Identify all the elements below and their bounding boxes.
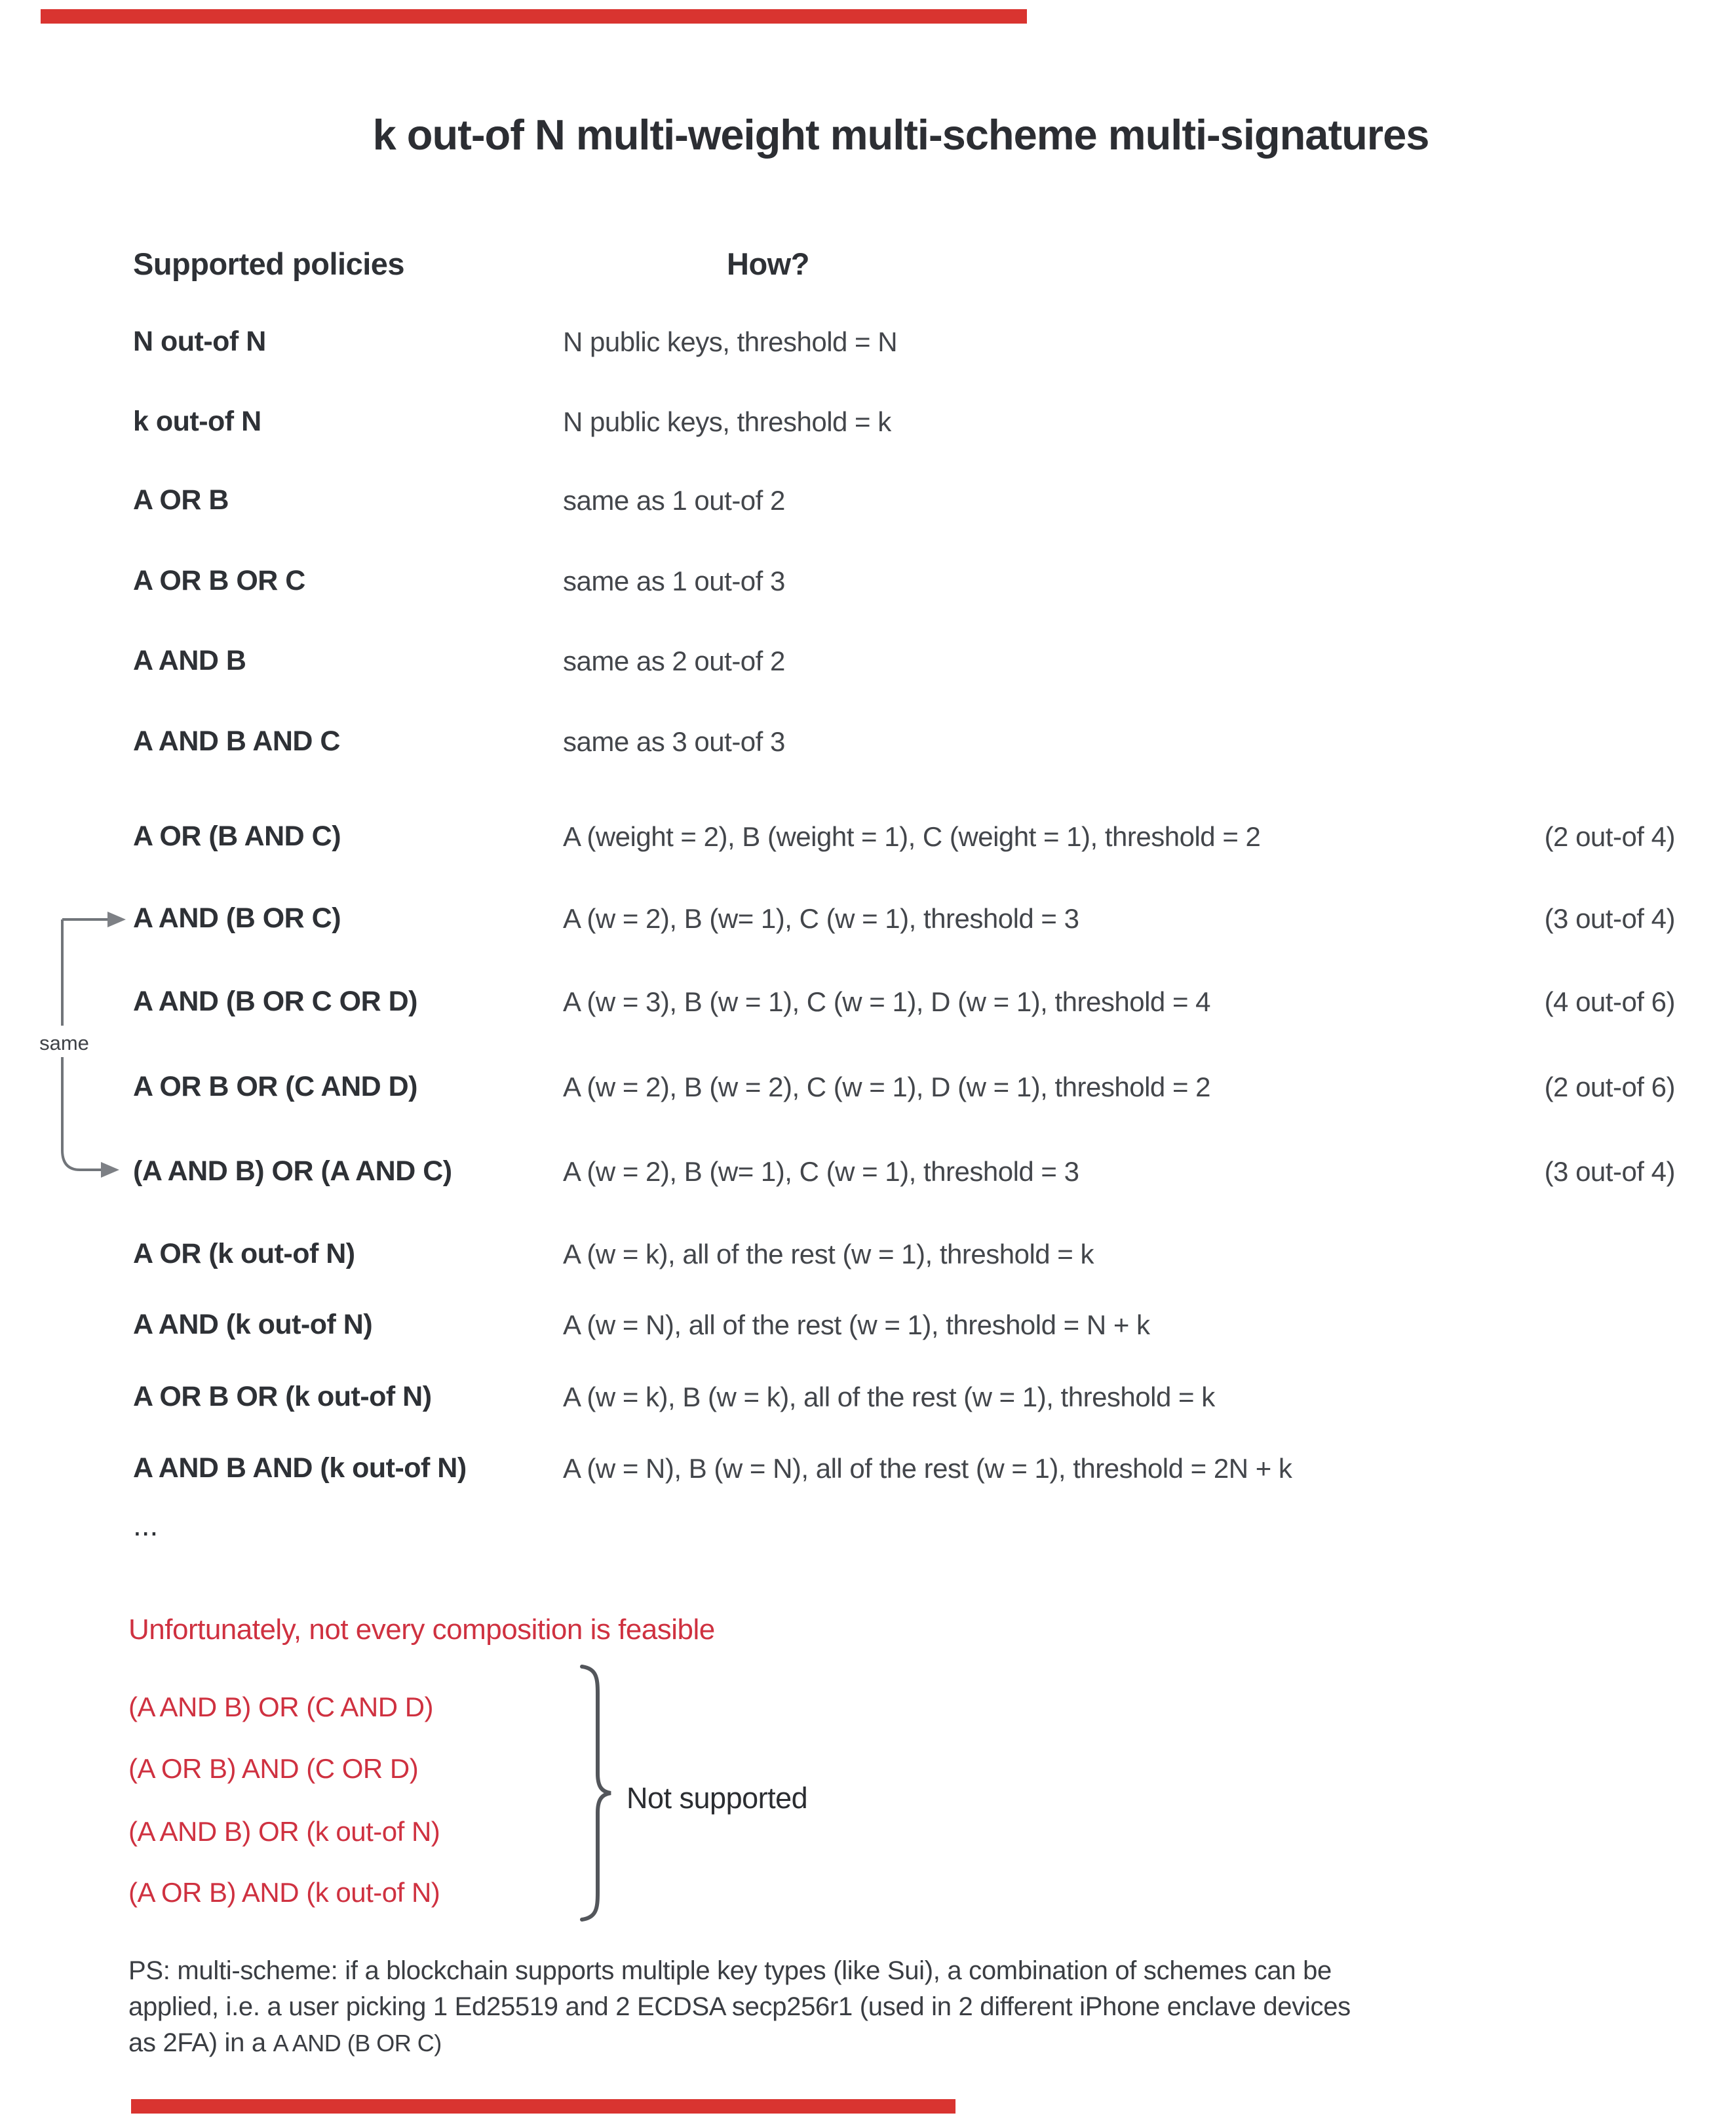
policy-label: A AND B AND (k out-of N) bbox=[133, 1452, 467, 1484]
policy-label: A AND B AND C bbox=[133, 725, 340, 757]
table-row bbox=[0, 565, 1736, 602]
table-row bbox=[0, 1309, 1736, 1345]
policy-label: A AND (k out-of N) bbox=[133, 1309, 373, 1340]
bottom-accent-bar bbox=[131, 2099, 955, 2114]
how-text: same as 3 out-of 3 bbox=[563, 726, 785, 757]
table-row bbox=[0, 986, 1736, 1022]
policy-label: A AND B bbox=[133, 645, 246, 676]
outof-note: (2 out-of 4) bbox=[1544, 821, 1675, 852]
policy-label: k out-of N bbox=[133, 406, 261, 437]
not-supported-label: Not supported bbox=[627, 1781, 808, 1815]
ps-line-3-prefix: as 2FA) in a bbox=[128, 2028, 273, 2057]
page-title: k out-of N multi-weight multi-scheme multi-signatures bbox=[372, 111, 1429, 159]
table-row bbox=[0, 821, 1736, 857]
how-text: A (w = k), all of the rest (w = 1), threshold = k bbox=[563, 1239, 1094, 1269]
how-text: A (w = 2), B (w= 1), C (w = 1), threshold = 3 bbox=[563, 903, 1079, 934]
column-header-supported-policies: Supported policies bbox=[133, 246, 405, 281]
table-row bbox=[0, 645, 1736, 682]
how-text: A (w = N), all of the rest (w = 1), threshold = N + k bbox=[563, 1309, 1150, 1340]
policy-label: A AND (B OR C OR D) bbox=[133, 986, 418, 1017]
how-text: A (w = 3), B (w = 1), C (w = 1), D (w = 1), threshold = 4 bbox=[563, 986, 1211, 1017]
policy-label: A AND (B OR C) bbox=[133, 902, 341, 934]
policy-label: A OR (k out-of N) bbox=[133, 1238, 355, 1269]
policy-label: N out-of N bbox=[133, 326, 266, 357]
how-text: same as 1 out-of 3 bbox=[563, 566, 785, 596]
infeasible-heading: Unfortunately, not every composition is feasible bbox=[128, 1614, 715, 1646]
table-row bbox=[0, 406, 1736, 442]
policy-label: A OR B bbox=[133, 484, 229, 516]
policy-label: A OR B OR C bbox=[133, 565, 305, 596]
outof-note: (4 out-of 6) bbox=[1544, 986, 1675, 1017]
table-row bbox=[0, 484, 1736, 521]
table-row bbox=[0, 1381, 1736, 1418]
table-row bbox=[0, 1155, 1736, 1192]
infeasible-item: (A AND B) OR (k out-of N) bbox=[128, 1816, 440, 1847]
outof-note: (3 out-of 4) bbox=[1544, 903, 1675, 934]
policy-label: (A AND B) OR (A AND C) bbox=[133, 1155, 452, 1187]
infeasible-item: (A OR B) AND (k out-of N) bbox=[128, 1877, 440, 1908]
policy-label: A OR (B AND C) bbox=[133, 821, 341, 852]
top-accent-bar bbox=[41, 9, 1027, 24]
infeasible-item: (A OR B) AND (C OR D) bbox=[128, 1753, 419, 1784]
how-text: A (w = N), B (w = N), all of the rest (w = 1), threshold = 2N + k bbox=[563, 1453, 1292, 1484]
infeasible-item: (A AND B) OR (C AND D) bbox=[128, 1691, 434, 1722]
table-row bbox=[0, 902, 1736, 939]
table-row bbox=[0, 1071, 1736, 1108]
table-row bbox=[0, 1238, 1736, 1275]
how-text: same as 1 out-of 2 bbox=[563, 485, 785, 516]
how-text: A (w = k), B (w = k), all of the rest (w = 1), threshold = k bbox=[563, 1382, 1215, 1412]
ps-line-2: applied, i.e. a user picking 1 Ed25519 and 2 ECDSA secp256r1 (used in 2 different iPhone enclave devices bbox=[128, 1992, 1351, 2021]
same-annotation-label: same bbox=[38, 1032, 90, 1055]
ps-formula: A AND (B OR C) bbox=[273, 2030, 442, 2057]
column-header-how: How? bbox=[727, 246, 809, 281]
policy-label: A OR B OR (C AND D) bbox=[133, 1071, 418, 1102]
table-ellipsis: ... bbox=[133, 1508, 159, 1542]
table-row bbox=[0, 326, 1736, 362]
outof-note: (2 out-of 6) bbox=[1544, 1072, 1675, 1102]
ps-line-1: PS: multi-scheme: if a blockchain supports multiple key types (like Sui), a combination of schemes can be bbox=[128, 1956, 1332, 1985]
how-text: same as 2 out-of 2 bbox=[563, 646, 785, 676]
ps-line-3 bbox=[128, 2025, 1655, 2061]
ps-note bbox=[128, 1953, 1655, 2061]
how-text: A (weight = 2), B (weight = 1), C (weight = 1), threshold = 2 bbox=[563, 821, 1261, 852]
curly-brace bbox=[579, 1665, 613, 1922]
table-row bbox=[0, 1452, 1736, 1489]
how-text: A (w = 2), B (w = 2), C (w = 1), D (w = 1), threshold = 2 bbox=[563, 1072, 1211, 1102]
how-text: N public keys, threshold = N bbox=[563, 326, 898, 357]
table-row bbox=[0, 725, 1736, 762]
how-text: A (w = 2), B (w= 1), C (w = 1), threshold = 3 bbox=[563, 1156, 1079, 1187]
outof-note: (3 out-of 4) bbox=[1544, 1156, 1675, 1187]
how-text: N public keys, threshold = k bbox=[563, 406, 891, 437]
policy-label: A OR B OR (k out-of N) bbox=[133, 1381, 432, 1412]
